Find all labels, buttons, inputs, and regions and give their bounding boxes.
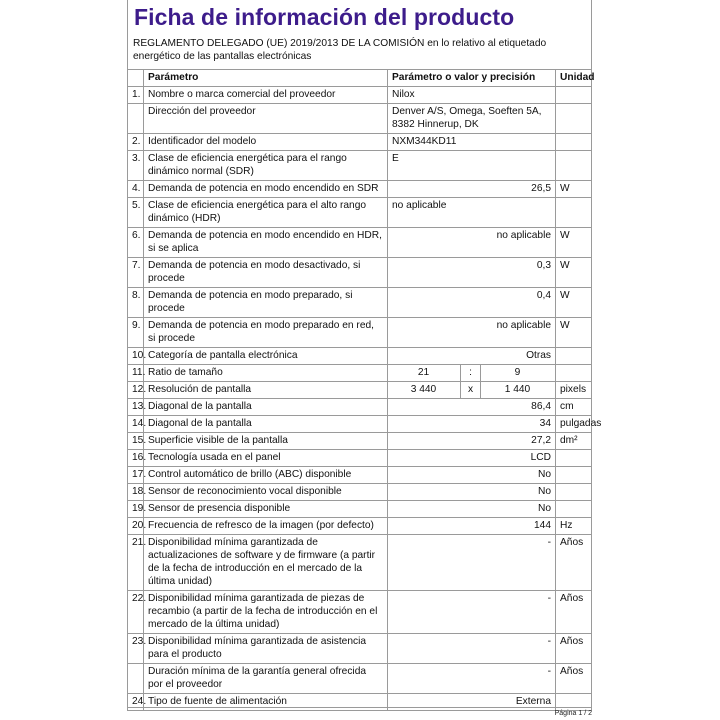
row-value: No — [388, 501, 556, 518]
row-unit: W — [556, 318, 592, 348]
ratio-sep: : — [460, 365, 480, 381]
row-value: - — [388, 591, 556, 634]
ratio-a: 21 — [417, 367, 430, 378]
header-number — [128, 70, 144, 87]
row-unit — [556, 151, 592, 181]
row-number: 2. — [128, 134, 144, 151]
row-number: 21. — [128, 535, 144, 591]
row-value: Denver A/S, Omega, Soeften 5A, 8382 Hinnerup, DK — [388, 104, 556, 134]
header-parameter: Parámetro — [144, 70, 388, 87]
row-unit: W — [556, 228, 592, 258]
row-parameter: Frecuencia de refresco de la imagen (por defecto) — [144, 518, 388, 535]
table-row — [128, 151, 592, 181]
row-value: no aplicable — [388, 228, 556, 258]
table-row — [128, 634, 592, 664]
table-row — [128, 198, 592, 228]
row-unit — [556, 365, 592, 382]
table-row — [128, 382, 592, 399]
table-row — [128, 664, 592, 694]
row-parameter: Disponibilidad mínima garantizada de actualizaciones de software y de firmware (a partir de la fecha de introducción en el mercado de la última unidad) — [144, 535, 388, 591]
row-value: Otras — [388, 348, 556, 365]
row-number: 11. — [128, 365, 144, 382]
table-row — [128, 228, 592, 258]
table-body — [128, 87, 602, 711]
row-unit: Años — [556, 664, 592, 694]
table-row — [128, 694, 592, 711]
row-value: no aplicable — [388, 318, 556, 348]
row-parameter: Disponibilidad mínima garantizada de piezas de recambio (a partir de la fecha de introducción en el mercado de la última unidad) — [144, 591, 388, 634]
row-unit — [556, 467, 592, 484]
row-parameter: Identificador del modelo — [144, 134, 388, 151]
row-value — [388, 382, 556, 399]
row-unit — [556, 484, 592, 501]
row-number: 13. — [128, 399, 144, 416]
document-title: Ficha de información del producto — [134, 4, 515, 30]
table-row — [128, 365, 592, 382]
row-unit: W — [556, 258, 592, 288]
row-number: 22. — [128, 591, 144, 634]
row-number: 19. — [128, 501, 144, 518]
row-parameter: Sensor de reconocimiento vocal disponible — [144, 484, 388, 501]
row-number: 17. — [128, 467, 144, 484]
row-number: 4. — [128, 181, 144, 198]
row-parameter: Demanda de potencia en modo encendido en SDR — [144, 181, 388, 198]
row-unit: Hz — [556, 518, 592, 535]
table-row — [128, 467, 592, 484]
row-unit: pixels — [556, 382, 592, 399]
row-parameter: Sensor de presencia disponible — [144, 501, 388, 518]
row-unit: dm² — [556, 433, 592, 450]
row-value: 144 — [388, 518, 556, 535]
table-row — [128, 181, 592, 198]
row-unit: W — [556, 181, 592, 198]
row-value: LCD — [388, 450, 556, 467]
row-parameter: Ratio de tamaño — [144, 365, 388, 382]
table-row — [128, 433, 592, 450]
table-row — [128, 450, 592, 467]
row-parameter: Control automático de brillo (ABC) disponible — [144, 467, 388, 484]
row-number: 10. — [128, 348, 144, 365]
row-value: Externa — [388, 694, 556, 711]
row-parameter: Resolución de pantalla — [144, 382, 388, 399]
row-parameter: Dirección del proveedor — [144, 104, 388, 134]
resolution-a: 3 440 — [410, 384, 437, 395]
row-parameter: Clase de eficiencia energética para el alto rango dinámico (HDR) — [144, 198, 388, 228]
row-parameter: Tipo de fuente de alimentación — [144, 694, 388, 711]
resolution-sep: x — [460, 382, 480, 398]
row-unit — [556, 87, 592, 104]
row-parameter: Tecnología usada en el panel — [144, 450, 388, 467]
table-row — [128, 288, 592, 318]
row-number: 23. — [128, 634, 144, 664]
row-number — [128, 664, 144, 694]
row-number: 18. — [128, 484, 144, 501]
row-number: 8. — [128, 288, 144, 318]
row-value: 34 — [388, 416, 556, 433]
row-number: 3. — [128, 151, 144, 181]
row-unit — [556, 198, 592, 228]
table-header-row — [128, 70, 592, 87]
row-parameter: Demanda de potencia en modo preparado, si procede — [144, 288, 388, 318]
row-unit: Años — [556, 535, 592, 591]
row-number: 12. — [128, 382, 144, 399]
row-number: 9. — [128, 318, 144, 348]
row-number: 20. — [128, 518, 144, 535]
row-parameter: Clase de eficiencia energética para el rango dinámico normal (SDR) — [144, 151, 388, 181]
row-value: 0,3 — [388, 258, 556, 288]
table-row — [128, 416, 592, 433]
row-unit: W — [556, 288, 592, 318]
row-unit: pulgadas — [556, 416, 592, 433]
row-unit — [556, 134, 592, 151]
table-row — [128, 501, 592, 518]
row-unit — [556, 450, 592, 467]
table-row — [128, 591, 592, 634]
regulation-text: REGLAMENTO DELEGADO (UE) 2019/2013 DE LA COMISIÓN en lo relativo al etiquetado energético de las pantallas electrónicas — [133, 38, 547, 62]
table-row — [128, 348, 592, 365]
row-value: 27,2 — [388, 433, 556, 450]
row-number: 16. — [128, 450, 144, 467]
row-value: no aplicable — [388, 198, 556, 228]
row-parameter: Demanda de potencia en modo desactivado, si procede — [144, 258, 388, 288]
row-parameter: Diagonal de la pantalla — [144, 399, 388, 416]
row-value: NXM344KD11 — [388, 134, 556, 151]
row-value: - — [388, 634, 556, 664]
row-parameter: Superficie visible de la pantalla — [144, 433, 388, 450]
row-parameter: Duración mínima de la garantía general ofrecida por el proveedor — [144, 664, 388, 694]
header-unit: Unidad — [556, 70, 592, 87]
row-unit: Años — [556, 634, 592, 664]
table-row — [128, 104, 592, 134]
table-row — [128, 258, 592, 288]
product-information-sheet — [127, 0, 602, 708]
product-table — [127, 69, 602, 711]
row-value: 86,4 — [388, 399, 556, 416]
row-parameter: Demanda de potencia en modo preparado en red, si procede — [144, 318, 388, 348]
row-value: - — [388, 535, 556, 591]
row-value — [388, 365, 556, 382]
table-row — [128, 518, 592, 535]
row-number: 15. — [128, 433, 144, 450]
row-value: No — [388, 484, 556, 501]
row-unit: cm — [556, 399, 592, 416]
row-unit: Años — [556, 591, 592, 634]
row-number: 14. — [128, 416, 144, 433]
row-value: 26,5 — [388, 181, 556, 198]
row-value: E — [388, 151, 556, 181]
row-parameter: Categoría de pantalla electrónica — [144, 348, 388, 365]
row-parameter: Demanda de potencia en modo encendido en HDR, si se aplica — [144, 228, 388, 258]
table-row — [128, 484, 592, 501]
row-number: 7. — [128, 258, 144, 288]
row-value: No — [388, 467, 556, 484]
table-row — [128, 399, 592, 416]
resolution-b: 1 440 — [480, 382, 554, 398]
row-number: 6. — [128, 228, 144, 258]
row-parameter: Nombre o marca comercial del proveedor — [144, 87, 388, 104]
row-parameter: Disponibilidad mínima garantizada de asistencia para el producto — [144, 634, 388, 664]
row-unit — [556, 348, 592, 365]
row-unit — [556, 104, 592, 134]
row-number: 1. — [128, 87, 144, 104]
ratio-b: 9 — [480, 365, 554, 381]
row-parameter: Diagonal de la pantalla — [144, 416, 388, 433]
row-value: - — [388, 664, 556, 694]
row-number: 5. — [128, 198, 144, 228]
table-row — [128, 318, 592, 348]
table-row — [128, 134, 592, 151]
header-value: Parámetro o valor y precisión — [388, 70, 556, 87]
row-value: 0,4 — [388, 288, 556, 318]
table-row — [128, 535, 592, 591]
row-unit — [556, 694, 592, 711]
row-value: Nilox — [388, 87, 556, 104]
page-number: Página 1 / 2 — [554, 710, 592, 717]
table-row — [128, 87, 592, 104]
row-number — [128, 104, 144, 134]
row-unit — [556, 501, 592, 518]
row-number: 24. — [128, 694, 144, 711]
